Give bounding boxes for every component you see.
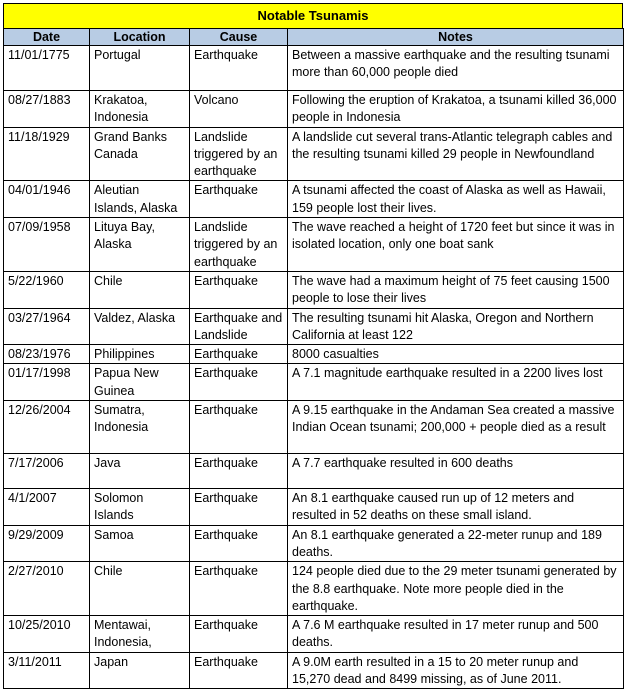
cell-notes: The wave had a maximum height of 75 feet causing 1500 people to lose their lives [288,271,624,308]
cell-location: Samoa [90,525,190,562]
cell-cause: Earthquake [190,562,288,616]
cell-date: 11/01/1775 [4,46,90,91]
cell-location: Chile [90,271,190,308]
cell-location: Aleutian Islands, Alaska [90,181,190,218]
cell-date: 07/09/1958 [4,218,90,272]
table-row [4,46,624,91]
cell-location: Java [90,454,190,489]
cell-notes: An 8.1 earthquake generated a 22-meter runup and 189 deaths. [288,525,624,562]
cell-notes: A landslide cut several trans-Atlantic telegraph cables and the resulting tsunami killed 29 people in Newfoundland [288,127,624,181]
cell-location: Valdez, Alaska [90,308,190,345]
table-title: Notable Tsunamis [3,3,623,28]
cell-notes: A 9.0M earth resulted in a 15 to 20 meter runup and 15,270 dead and 8499 missing, as of June 2011. [288,652,624,689]
cell-date: 03/27/1964 [4,308,90,345]
cell-notes: 124 people died due to the 29 meter tsunami generated by the 8.8 earthquake. Note more people died in the earthquake. [288,562,624,616]
cell-location: Japan [90,652,190,689]
cell-date: 2/27/2010 [4,562,90,616]
cell-location: Portugal [90,46,190,91]
cell-date: 5/22/1960 [4,271,90,308]
cell-date: 7/17/2006 [4,454,90,489]
cell-date: 9/29/2009 [4,525,90,562]
table-row [4,454,624,489]
cell-cause: Earthquake [190,181,288,218]
cell-date: 12/26/2004 [4,401,90,454]
cell-cause: Earthquake [190,489,288,526]
cell-notes: A 7.1 magnitude earthquake resulted in a 2200 lives lost [288,364,624,401]
table-row [4,218,624,272]
column-header-location: Location [90,29,190,46]
cell-cause: Earthquake [190,364,288,401]
cell-date: 10/25/2010 [4,616,90,653]
cell-notes: A 7.6 M earthquake resulted in 17 meter runup and 500 deaths. [288,616,624,653]
cell-cause: Earthquake [190,616,288,653]
cell-cause: Earthquake [190,401,288,454]
table-row [4,345,624,364]
table-row [4,308,624,345]
cell-date: 08/27/1883 [4,91,90,128]
table-row [4,616,624,653]
cell-cause: Landslide triggered by an earthquake [190,218,288,272]
cell-date: 01/17/1998 [4,364,90,401]
header-row [4,29,624,46]
cell-location: Sumatra, Indonesia [90,401,190,454]
cell-cause: Earthquake [190,345,288,364]
column-header-date: Date [4,29,90,46]
table-row [4,652,624,689]
cell-cause: Earthquake and Landslide [190,308,288,345]
cell-date: 4/1/2007 [4,489,90,526]
cell-notes: A 9.15 earthquake in the Andaman Sea created a massive Indian Ocean tsunami; 200,000 + people died as a result [288,401,624,454]
cell-notes: The wave reached a height of 1720 feet but since it was in isolated location, only one boat sank [288,218,624,272]
cell-notes: An 8.1 earthquake caused run up of 12 meters and resulted in 52 deaths on these small island. [288,489,624,526]
cell-location: Lituya Bay, Alaska [90,218,190,272]
tsunami-table-sheet [3,3,623,689]
cell-notes: The resulting tsunami hit Alaska, Oregon and Northern California at least 122 [288,308,624,345]
table-row [4,364,624,401]
cell-location: Mentawai, Indonesia, [90,616,190,653]
cell-date: 3/11/2011 [4,652,90,689]
cell-location: Philippines [90,345,190,364]
table-body [4,46,624,689]
cell-cause: Earthquake [190,46,288,91]
table-row [4,181,624,218]
cell-location: Krakatoa, Indonesia [90,91,190,128]
cell-date: 08/23/1976 [4,345,90,364]
cell-notes: A tsunami affected the coast of Alaska as well as Hawaii, 159 people lost their lives. [288,181,624,218]
cell-notes: A 7.7 earthquake resulted in 600 deaths [288,454,624,489]
cell-location: Papua New Guinea [90,364,190,401]
table-row [4,401,624,454]
cell-cause: Earthquake [190,525,288,562]
table-row [4,562,624,616]
table-row [4,489,624,526]
cell-cause: Earthquake [190,454,288,489]
table-row [4,271,624,308]
cell-notes: 8000 casualties [288,345,624,364]
cell-location: Solomon Islands [90,489,190,526]
column-header-cause: Cause [190,29,288,46]
cell-location: Chile [90,562,190,616]
cell-date: 11/18/1929 [4,127,90,181]
cell-location: Grand Banks Canada [90,127,190,181]
cell-notes: Following the eruption of Krakatoa, a tsunami killed 36,000 people in Indonesia [288,91,624,128]
cell-cause: Volcano [190,91,288,128]
cell-date: 04/01/1946 [4,181,90,218]
table-row [4,91,624,128]
cell-cause: Landslide triggered by an earthquake [190,127,288,181]
cell-cause: Earthquake [190,652,288,689]
tsunami-table [3,28,624,689]
table-row [4,525,624,562]
column-header-notes: Notes [288,29,624,46]
cell-cause: Earthquake [190,271,288,308]
table-row [4,127,624,181]
cell-notes: Between a massive earthquake and the resulting tsunami more than 60,000 people died [288,46,624,91]
